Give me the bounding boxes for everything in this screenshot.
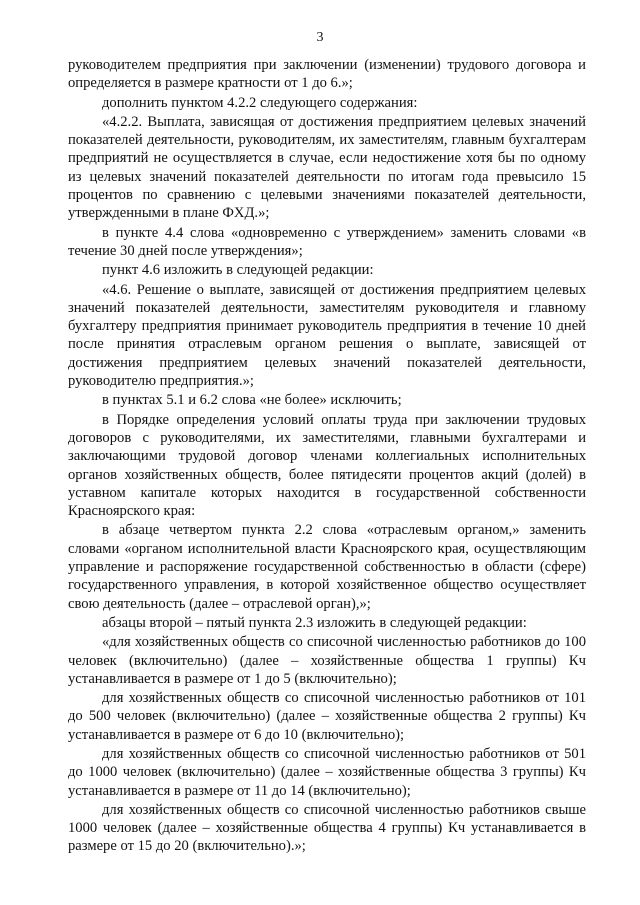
paragraph-clause-2-3-intro: абзацы второй – пятый пункта 2.3 изложить в следующей редакции:: [102, 614, 527, 631]
paragraph-continuation: руководителем предприятия при заключении (изменении) трудового договора и определяется в размере кратности от 1 до 6.»;: [68, 57, 586, 92]
paragraph-group-1: «для хозяйственных обществ со списочной численностью работников до 100 человек (включительно) (далее – хозяйственные общества 1 группы) Кч устанавливается в размере от 1 до 5 (включительно);: [68, 634, 586, 687]
paragraph-clause-4-6-intro: пункт 4.6 изложить в следующей редакции:: [102, 262, 374, 279]
paragraph-group-4: для хозяйственных обществ со списочной численностью работников свыше 1000 человек (далее – хозяйственные общества 4 группы) Кч устанавливается в размере от 15 до 20 (включительно).»;: [68, 801, 586, 855]
paragraph-clause-4-6: «4.6. Решение о выплате, зависящей от достижения предприятием целевых значений показателей деятельности, заместителям руководителя и главному бухгалтеру предприятия принимает руководитель предприятия в течение 10 дней после принятия отраслевым органом решения о выплате, зависящей от достижения предприятием целевых значений показателей деятельности, руководителю предприятия.»;: [68, 281, 586, 390]
paragraph-add-clause-4-2-2: дополнить пунктом 4.2.2 следующего содержания:: [102, 94, 418, 111]
paragraph-procedure-title: в Порядке определения условий оплаты труда при заключении трудовых договоров с руководителями, их заместителями, главными бухгалтерами и заключающими трудовой договор членами коллегиальных исполнительных органов хозяйственных обществ, более пятидесяти процентов акций (долей) в уставном капитале которых находится в государственной собственности Красноярского края:: [68, 411, 586, 520]
paragraph-group-3: для хозяйственных обществ со списочной численностью работников от 501 до 1000 человек (включительно) (далее – хозяйственные общества 3 группы) Кч устанавливается в размере от 11 до 14 (включительно);: [68, 745, 586, 799]
document-body: [68, 56, 586, 857]
page-number: 3: [316, 30, 324, 45]
paragraph-clause-2-2-amendment: в абзаце четвертом пункта 2.2 слова «отраслевым органом,» заменить словами «органом исполнительной власти Красноярского края, осуществляющим управление и распоряжение государственной собственностью в области (сфере) государственного управления, в которой хозяйственное общество осуществляет свою деятельность (далее – отраслевой орган),»;: [68, 522, 586, 612]
paragraph-clauses-5-1-6-2: в пунктах 5.1 и 6.2 слова «не более» исключить;: [102, 392, 402, 409]
paragraph-group-2: для хозяйственных обществ со списочной численностью работников от 101 до 500 человек (включительно) (далее – хозяйственные общества 2 группы) Кч устанавливается в размере от 6 до 10 (включительно);: [68, 690, 586, 743]
paragraph-clause-4-4-amendment: в пункте 4.4 слова «одновременно с утверждением» заменить словами «в течение 30 дней после утверждения»;: [68, 224, 586, 259]
paragraph-clause-4-2-2: «4.2.2. Выплата, зависящая от достижения предприятием целевых значений показателей деятельности, руководителям, их заместителям, главным бухгалтерам предприятий не осуществляется в случае, если недостижение хотя бы по одному из целевых значений показателей деятельности по итогам года превысило 15 процентов по сравнению с целевыми значениями показателей деятельности, утвержденными в плане ФХД.»;: [68, 113, 586, 222]
